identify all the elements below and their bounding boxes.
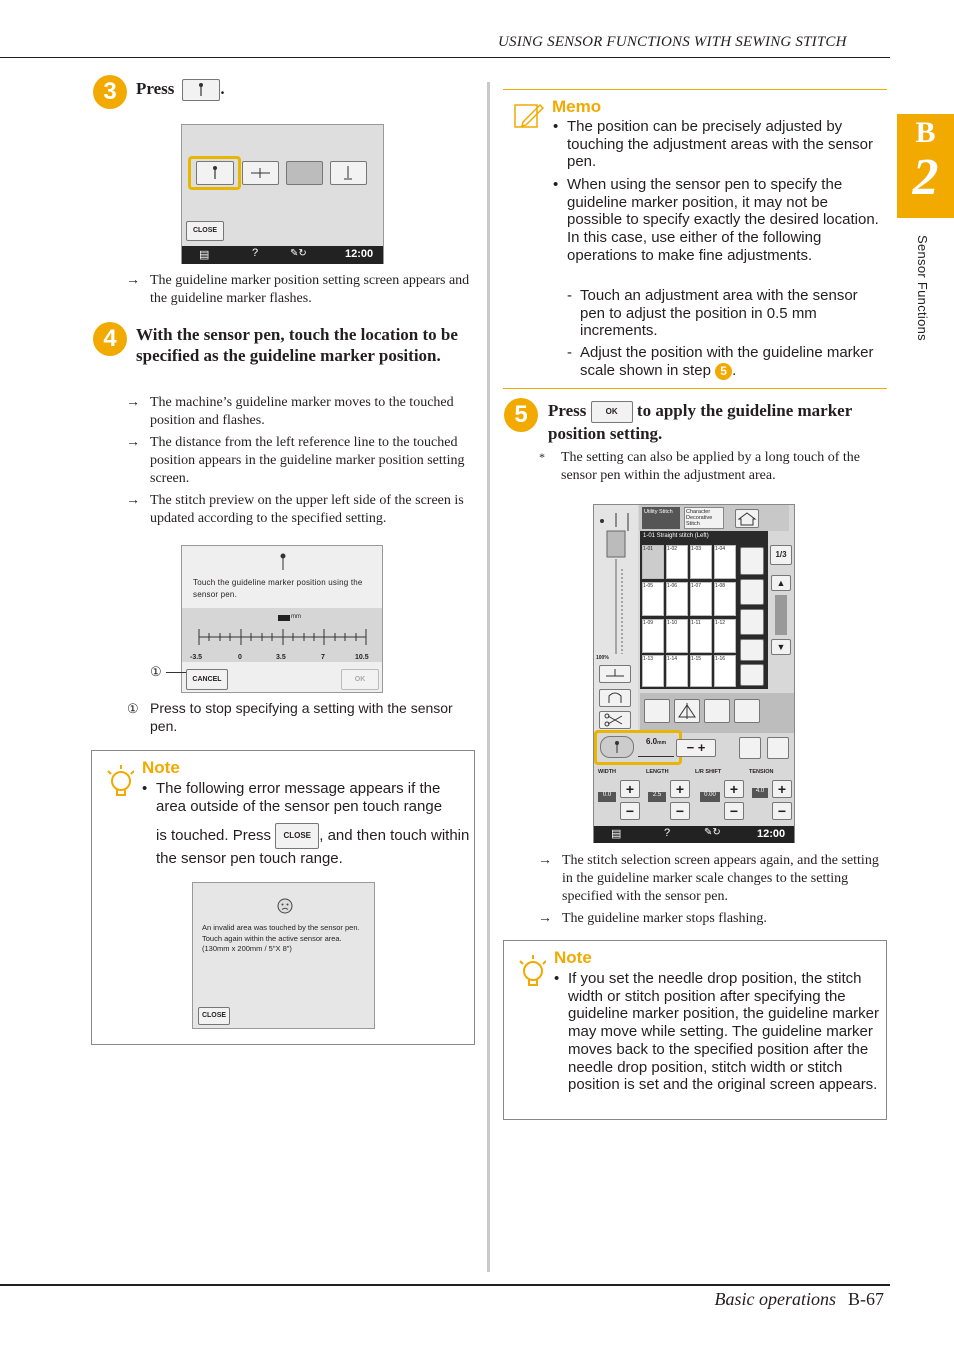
- twin-needle-button[interactable]: [704, 699, 730, 723]
- sensor-icon: ✎↻: [290, 248, 307, 259]
- clock: 12:00: [757, 828, 786, 840]
- lr-shift-label: L/R SHIFT: [695, 769, 722, 775]
- running-header: USING SENSOR FUNCTIONS WITH SEWING STITCH: [498, 34, 847, 50]
- page-number: B-67: [848, 1289, 884, 1309]
- step-5-number: 5: [504, 398, 538, 432]
- step-5-instruction: [548, 400, 884, 444]
- memo-dash-2-text: Adjust the position with the guideline marker scale shown in step: [580, 344, 874, 379]
- length-label: LENGTH: [646, 769, 669, 775]
- stitch-cell[interactable]: 1-12: [714, 619, 736, 653]
- note-box-right: [503, 940, 887, 1120]
- cancel-button[interactable]: CANCEL: [186, 669, 228, 690]
- vertical-adjust-button[interactable]: [330, 161, 367, 185]
- mini-scale: [638, 749, 674, 757]
- stitch-cell[interactable]: 1-07: [690, 582, 712, 616]
- step-5-text: to apply the guideline marker position setting.: [548, 401, 852, 444]
- presser-foot-button[interactable]: [599, 689, 631, 707]
- memo-dash-2: Adjust the position with the guideline marker scale shown in step 5 .: [580, 344, 874, 379]
- tab-utility-stitch[interactable]: Utility Stitch: [642, 507, 680, 529]
- marker-setting-screen: [181, 124, 384, 264]
- step-3-press-label: Press: [136, 79, 175, 98]
- pattern-adjust-button[interactable]: [286, 161, 323, 185]
- error-message: An invalid area was touched by the sensor pen. Touch again within the active sensor area. (130mm x 200mm / 5"X 8"): [202, 923, 360, 953]
- step-5-result-2: [538, 910, 884, 928]
- memo-dash-1: Touch an adjustment area with the sensor pen to adjust the position in 0.5 mm increments.: [580, 287, 858, 340]
- home-button[interactable]: [735, 509, 759, 528]
- memo-bullet-2: When using the sensor pen to specify the guideline marker position, it may not be possible to specify exactly the desired location. In this case, use either of the following operations to make fine adjustments.: [567, 176, 879, 264]
- callout-leader: [166, 672, 186, 673]
- memo-icon: [513, 102, 545, 130]
- step-4-result-2: [126, 434, 470, 488]
- scale-label: 10.5: [355, 654, 369, 661]
- note-right-text: If you set the needle drop position, the stitch width or stitch position after specifying the guideline marker position, the guideline marker may move while setting. The guideline marker moves back to the specified position after the needle drop position, stitch width or stitch position is set and the original screen appears.: [568, 970, 880, 1094]
- bullet: •: [553, 118, 559, 135]
- status-bar: [594, 826, 794, 843]
- width-plus-button[interactable]: +: [620, 780, 640, 798]
- stitch-cell[interactable]: 1-13: [642, 655, 664, 687]
- tab-character-decorative[interactable]: Character Decorative Stitch: [684, 507, 724, 529]
- step-3-instruction: [136, 78, 225, 101]
- guideline-scale-screen: [181, 545, 383, 693]
- step-5-result-1-text: The stitch selection screen appears again, and the setting in the guideline marker scale changes to the setting specified with the sensor pen.: [562, 853, 879, 904]
- sensor-pen-button[interactable]: [734, 699, 760, 723]
- guide-value-unit: mm: [657, 740, 667, 746]
- stitch-category-button[interactable]: [740, 547, 764, 575]
- value-display: [278, 615, 290, 621]
- scale-label: 3.5: [276, 654, 286, 661]
- help-icon: ?: [664, 827, 671, 839]
- needle-preview-icon: [596, 509, 636, 659]
- arrow-icon: →: [126, 493, 140, 508]
- close-button[interactable]: CLOSE: [186, 221, 224, 241]
- stitch-cell[interactable]: 1-14: [666, 655, 688, 687]
- footer: [715, 1289, 885, 1310]
- close-button-inline: CLOSE: [275, 823, 319, 849]
- stitch-category-button[interactable]: [740, 639, 764, 661]
- error-message-screen: [192, 882, 375, 1029]
- arrow-icon: →: [126, 273, 140, 288]
- stitch-cell[interactable]: 1-10: [666, 619, 688, 653]
- sensor-icon: ✎↻: [704, 827, 721, 838]
- step-5-result-2-text: The guideline marker stops flashing.: [562, 911, 767, 926]
- tension-plus-button[interactable]: +: [772, 780, 792, 798]
- step-4-result-1-text: The machine’s guideline marker moves to the touched position and flashes.: [150, 395, 454, 428]
- step-3-result: [126, 272, 475, 308]
- header-rule: [0, 57, 890, 58]
- stitch-cell[interactable]: 1-11: [690, 619, 712, 653]
- stitch-cell[interactable]: 1-06: [666, 582, 688, 616]
- page-icon: ▤: [611, 828, 622, 840]
- help-icon: ?: [252, 247, 259, 259]
- chapter-vertical-label: Sensor Functions: [915, 235, 930, 341]
- page-icon: ▤: [199, 249, 210, 261]
- guide-value: [646, 737, 666, 746]
- bullet: •: [554, 970, 560, 987]
- lr-shift-plus-button[interactable]: +: [724, 780, 744, 798]
- step-4-result-1: [126, 394, 470, 430]
- stitch-category-button[interactable]: [740, 609, 764, 635]
- tension-minus-button[interactable]: −: [772, 802, 792, 820]
- arrow-icon: →: [126, 435, 140, 450]
- step-3-period: .: [220, 79, 225, 98]
- stitch-cell[interactable]: 1-02: [666, 545, 688, 579]
- guideline-marker-toggle[interactable]: [600, 736, 634, 758]
- scrollbar[interactable]: [775, 595, 787, 635]
- note-line-2-end: , and then touch within the sensor pen touch range.: [156, 826, 470, 867]
- page-indicator: 1/3: [770, 545, 792, 565]
- memo-bullet-1: The position can be precisely adjusted by touching the adjustment areas with the sensor pen.: [567, 118, 874, 171]
- sad-face-icon: [277, 898, 293, 914]
- length-value: 2.5: [648, 792, 666, 802]
- column-divider: [487, 82, 490, 1272]
- step-5-ref: 5: [715, 363, 732, 380]
- length-plus-button[interactable]: +: [670, 780, 690, 798]
- note-title: Note: [142, 758, 180, 777]
- edit-button[interactable]: [644, 699, 670, 723]
- close-button[interactable]: CLOSE: [198, 1007, 230, 1025]
- stitch-cell[interactable]: 1-01: [642, 545, 664, 579]
- guide-value-number: 6.0: [646, 737, 658, 746]
- stitch-selection-screen: [593, 504, 795, 843]
- scale-area[interactable]: [182, 608, 382, 662]
- stitch-cell[interactable]: 1-16: [714, 655, 736, 687]
- stitch-cell[interactable]: 1-04: [714, 545, 736, 579]
- chapter-letter: B: [915, 116, 936, 149]
- step-4-result-2-text: The distance from the left reference line to the touched position appears in the guideline marker position setting screen.: [150, 435, 465, 486]
- width-minus-button[interactable]: −: [620, 802, 640, 820]
- lr-shift-minus-button[interactable]: −: [724, 802, 744, 820]
- arrow-icon: →: [538, 911, 552, 926]
- chapter-number: 2: [912, 149, 939, 206]
- scale-label: -3.5: [190, 654, 203, 661]
- memo-bottom-rule: [503, 388, 887, 389]
- stitch-cell[interactable]: 1-08: [714, 582, 736, 616]
- lr-shift-value: 0.00: [700, 792, 720, 802]
- stitch-cell[interactable]: 1-05: [642, 582, 664, 616]
- stitch-category-button[interactable]: [740, 664, 764, 686]
- step-5-press-label: Press: [548, 401, 587, 420]
- note-line-2: [156, 823, 472, 869]
- chapter-tab: [897, 114, 954, 218]
- step-4-instruction: With the sensor pen, touch the location to be specified as the guideline marker position.: [136, 325, 458, 365]
- memo-top-rule: [503, 89, 887, 90]
- thread-cutter-button[interactable]: [599, 711, 631, 729]
- note-title: Note: [554, 948, 592, 967]
- ok-button-inline: OK: [591, 401, 633, 423]
- stitch-cell[interactable]: 1-15: [690, 655, 712, 687]
- step-4-number: 4: [93, 322, 127, 356]
- zoom-level: 100%: [596, 655, 609, 661]
- unit-label: mm: [291, 614, 301, 620]
- scroll-down-button[interactable]: ▼: [771, 639, 791, 655]
- footer-rule: [0, 1284, 890, 1286]
- tension-label: TENSION: [749, 769, 774, 775]
- lightbulb-icon: [516, 953, 546, 987]
- step-4-result-3-text: The stitch preview on the upper left side of the screen is updated according to the specified setting.: [150, 493, 464, 526]
- guideline-marker-button[interactable]: [196, 161, 234, 185]
- bullet: •: [142, 780, 148, 797]
- guideline-scale: [182, 622, 382, 652]
- step-3-number: 3: [93, 75, 127, 109]
- tension-value: 4.0: [752, 788, 768, 798]
- instruction-message: Touch the guideline marker position using the sensor pen.: [193, 578, 363, 599]
- stitch-title: 1-01 Straight stitch (Left): [643, 533, 709, 539]
- note-line-2-start: is touched. Press: [156, 826, 272, 844]
- callout-description: Press to stop specifying a setting with the sensor pen.: [150, 700, 453, 734]
- pocket-button[interactable]: [767, 737, 789, 759]
- width-label: WIDTH: [598, 769, 617, 775]
- clock: 12:00: [345, 248, 374, 260]
- stitch-cell[interactable]: 1-03: [690, 545, 712, 579]
- memory-button[interactable]: [739, 737, 761, 759]
- scroll-up-button[interactable]: ▲: [771, 575, 791, 591]
- step-5-asterisk-note: The setting can also be applied by a long touch of the sensor pen within the adjustment area.: [561, 450, 860, 483]
- length-minus-button[interactable]: −: [670, 802, 690, 820]
- step-3-result-text: The guideline marker position setting screen appears and the guideline marker flashes.: [150, 273, 470, 306]
- scale-label: 7: [321, 654, 325, 661]
- stitch-grid: [640, 531, 768, 689]
- width-value: 0.0: [598, 792, 616, 802]
- stitch-cell[interactable]: 1-09: [642, 619, 664, 653]
- marker-button-icon: [182, 79, 220, 101]
- asterisk: *: [539, 450, 545, 464]
- dash: -: [567, 344, 572, 361]
- memo-title: Memo: [552, 97, 602, 116]
- needle-position-button[interactable]: [599, 665, 631, 683]
- step-4-result-3: [126, 492, 475, 528]
- arrow-icon: →: [538, 853, 552, 868]
- horizontal-adjust-button[interactable]: [242, 161, 279, 185]
- arrow-icon: →: [126, 395, 140, 410]
- marker-icon: [278, 550, 288, 570]
- callout-marker: ①: [150, 664, 162, 679]
- stitch-category-button[interactable]: [740, 579, 764, 605]
- status-bar: [182, 246, 383, 264]
- lightbulb-icon: [104, 763, 134, 797]
- scale-label: 0: [238, 654, 242, 661]
- guide-adjust-buttons[interactable]: − +: [676, 739, 716, 757]
- footer-section: Basic operations: [714, 1289, 836, 1309]
- step-5-result-1: [538, 852, 884, 906]
- callout-number: ①: [127, 701, 139, 716]
- mirror-button[interactable]: [674, 699, 700, 723]
- note-line-1: The following error message appears if the area outside of the sensor pen touch range: [156, 780, 443, 815]
- ok-button[interactable]: OK: [341, 669, 379, 690]
- note-box-left: [91, 750, 475, 1045]
- bullet: •: [553, 176, 559, 193]
- dash: -: [567, 287, 572, 304]
